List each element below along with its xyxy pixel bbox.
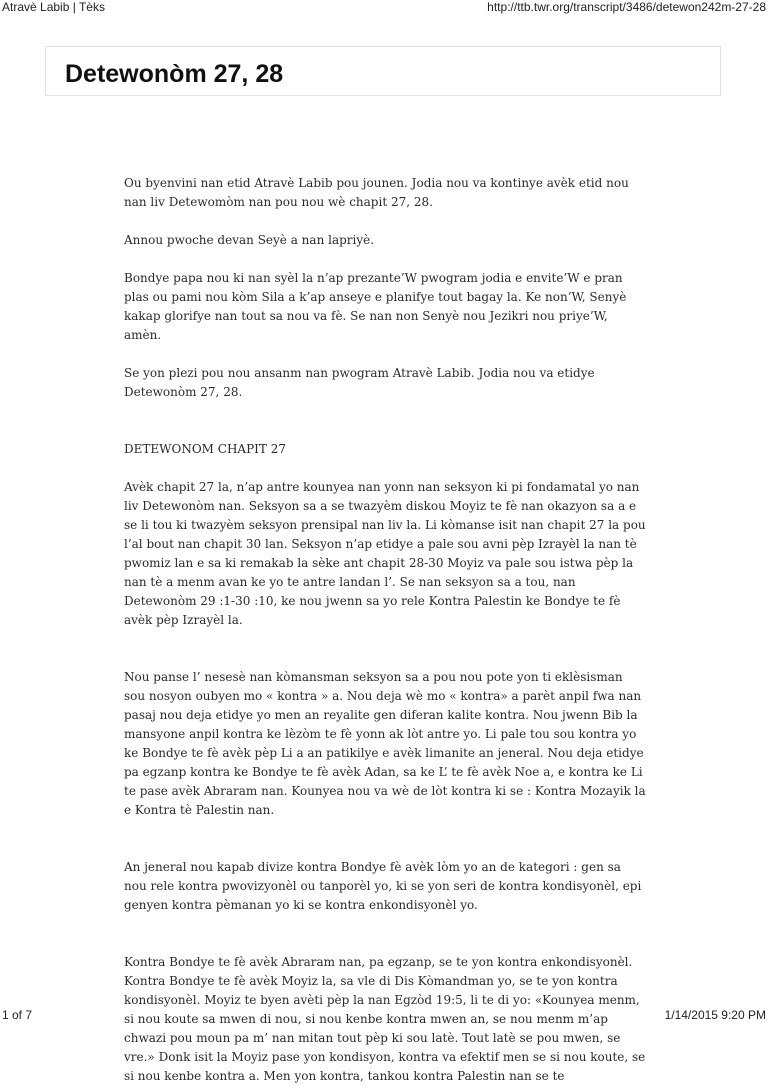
print-page-title: Atravè Labib | Tèks [2,0,105,14]
paragraph-prayer: Bondye papa nou ki nan syèl la n’ap prezante’W pwogram jodia e envite’W e pran plas ou pami nou kòm Sila a k’ap anseye e planifye tout bagay la. Ke non’W, Senyè kakap glorifye nan tout sa nou va fè. Se nan non Senyè nou Jezikri nou priye’W, amèn. [124,271,627,342]
print-url: http://ttb.twr.org/transcript/3486/detewon242m-27-28 [487,0,766,14]
print-footer [0,1008,768,1024]
section-heading: DETEWONOM CHAPIT 27 [124,442,286,456]
page-title: Detewonòm 27, 28 [65,60,284,88]
paragraph-kontra-examples: Kontra Bondye te fè avèk Abraram nan, pa egzanp, se te yon kontra enkondisyonèl. Kontra Bondye te fè avèk Moyiz la, sa vle di Dis Kòmandman yo, se te yon kontra kondisyonèl. Moyiz te byen avèti pèp la nan Egzòd 19:5, li te di yo: «Kounyea menm, si nou koute sa mwen di nou, si nou kenbe kontra mwen an, se nou menm m’ap chwazi pou moun pa m’ nan mitan tout pèp ki sou latè. Tout latè se pou mwen, se vre.» Donk isit la Moyiz pase yon kondisyon, kontra va efektif men se si nou koute, se si nou kenbe kontra a. Men yon kontra, tankou kontra Palestin nan se te [124,955,646,1083]
paragraph-kontra-notion: Nou panse l’ nesesè nan kòmansman seksyon sa a pou nou pote yon ti eklèsisman sou nosyon oubyen mo « kontra » a. Nou deja wè mo « kontra» a parèt anpil fwa nan pasaj nou deja etidye yo men an reyalite gen diferan kalite kontra. Nou jwenn Bib la mansyone anpil kontra ke lèzòm te fè yonn ak lòt antre yo. Li pale tou sou kontra yo ke Bondye te fè avèk pèp Li a an patikilye e avèk limanite an jeneral. Nou deja etidye pa egzanp kontra ke Bondye te fè avèk Adan, sa ke L’ te fè avèk Noe a, e kontra ke Li te pase avèk Abraram nan. Kounyea nou va wè de lòt kontra ki se : Kontra Mozayik la e Kontra tè Palestin nan. [124,670,646,817]
paragraph-intro: Ou byenvini nan etid Atravè Labib pou jounen. Jodia nou va kontinye avèk etid nou nan liv Detewomòm nan pou nou wè chapit 27, 28. [124,176,629,209]
printed-timestamp: 1/14/2015 9:20 PM [664,1008,766,1022]
paragraph-kontra-categories: An jeneral nou kapab divize kontra Bondye fè avèk lòm yo an de kategori : gen sa nou rele kontra pwovizyonèl ou tanporèl yo, ki se yon seri de kontra kondisyonèl, epi genyen kontra pèmanan yo ki se kontra enkondisyonèl yo. [124,860,642,912]
transcript-body [124,174,646,1086]
title-box [45,46,721,96]
paragraph-prayer-call: Annou pwoche devan Seyè a nan lapriyè. [124,233,375,247]
paragraph-welcome: Se yon plezi pou nou ansanm nan pwogram Atravè Labib. Jodia nou va etidye Detewonòm 27, 28. [124,366,595,399]
page-indicator: 1 of 7 [2,1008,33,1022]
paragraph-chapter-27: Avèk chapit 27 la, n’ap antre kounyea nan yonn nan seksyon ki pi fondamatal yo nan liv Detewonòm nan. Seksyon sa a se twazyèm diskou Moyiz te fè nan okazyon sa a e se li tou ki twazyèm seksyon prensipal nan liv la. Li kòmanse isit nan chapit 27 la pou l’al bout nan chapit 30 lan. Seksyon n’ap etidye a pale sou avni pèp Izrayèl la nan tè pwomiz lan e sa ki remakab la sèke ant chapit 28-30 Moyiz va pale sou istwa pèp la nan tè a menm avan ke yo te antre landan l’. Se nan seksyon sa a tou, nan Detewonòm 29 :1-30 :10, ke nou jwenn sa yo rele Kontra Palestin ke Bondye te fè avèk pèp Izrayèl la. [124,480,646,627]
print-header [0,0,768,16]
